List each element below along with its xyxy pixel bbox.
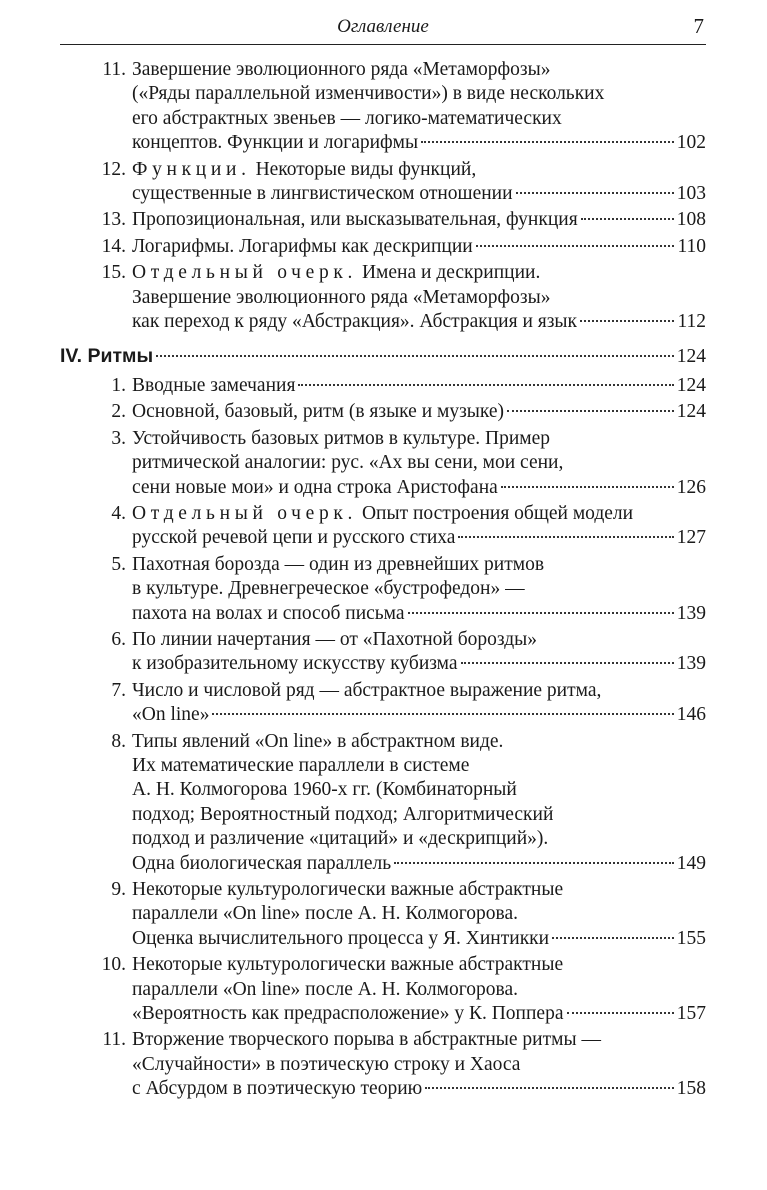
entry-page: 112 [677, 311, 706, 333]
toc-entry [92, 628, 706, 677]
entry-title: с Абсурдом в поэтическую теорию [132, 1078, 423, 1100]
entry-number: 6. [111, 628, 126, 650]
entry-line: подход; Вероятностный подход; Алгоритмический [132, 803, 554, 825]
dot-leader [394, 862, 674, 864]
toc-entry [92, 158, 706, 207]
running-title: Оглавление [337, 16, 429, 37]
entry-line: Некоторые культурологически важные абстрактные [132, 954, 564, 976]
entry-title: пахота на волах и способ письма [132, 602, 405, 624]
entry-number: 10. [101, 954, 126, 976]
toc-entry [92, 502, 706, 551]
entry-page: 139 [676, 653, 706, 675]
entry-spaced-lead: Отдельный очерк. [132, 262, 358, 284]
dot-leader [516, 192, 674, 194]
entry-title: Вводные замечания [132, 374, 296, 396]
entry-line: («Ряды параллельной изменчивости») в виде нескольких [132, 83, 605, 105]
entry-page: 149 [676, 852, 706, 874]
entry-title: к изобразительному искусству кубизма [132, 653, 458, 675]
entry-line: Опыт построения общей модели [357, 502, 634, 524]
entry-line: подход и различение «цитаций» и «дескрипций»). [132, 828, 549, 850]
entry-number: 8. [111, 730, 126, 752]
section-title: IV. Ритмы [60, 345, 154, 368]
entry-number: 5. [111, 553, 126, 575]
dot-leader [421, 141, 674, 143]
entry-line: Число и числовой ряд — абстрактное выражение ритма, [132, 679, 602, 701]
entry-line: По линии начертания — от «Пахотной борозды» [132, 628, 538, 650]
entry-number: 12. [101, 158, 126, 180]
toc-entry [92, 1028, 706, 1101]
entry-title: «Вероятность как предрасположение» у К. Поппера [132, 1003, 564, 1025]
entry-line: А. Н. Колмогорова 1960-х гг. (Комбинаторный [132, 779, 517, 801]
entry-line: Типы явлений «On line» в абстрактном виде. [132, 730, 504, 752]
dot-leader [425, 1087, 674, 1089]
entry-line: «Случайности» в поэтическую строку и Хаоса [132, 1053, 521, 1075]
toc-entry [92, 427, 706, 500]
entry-number: 11. [102, 1029, 126, 1051]
dot-leader [298, 384, 673, 386]
dot-leader [567, 1012, 674, 1014]
entry-number: 11. [102, 59, 126, 80]
entry-title: существенные в лингвистическом отношении [132, 183, 513, 205]
entry-page: 146 [676, 704, 706, 726]
entry-page: 110 [677, 235, 706, 257]
entry-page: 108 [676, 209, 706, 231]
running-header [60, 14, 706, 45]
dot-leader [552, 937, 674, 939]
entry-line: Некоторые культурологически важные абстрактные [132, 879, 564, 900]
entry-line: Некоторые виды функций, [250, 158, 477, 180]
entry-number: 4. [111, 502, 126, 524]
table-of-contents [60, 58, 706, 1104]
entry-page: 158 [676, 1078, 706, 1100]
entry-title: как переход к ряду «Абстракция». Абстракция и язык [132, 311, 578, 333]
entry-title: Логарифмы. Логарифмы как дескрипции [132, 235, 473, 257]
page-number: 7 [693, 14, 704, 38]
entry-title: «On line» [132, 704, 210, 726]
dot-leader [580, 320, 674, 322]
entry-page: 103 [676, 183, 706, 205]
toc-entry [92, 261, 706, 334]
entry-spaced-lead: Функции. [132, 158, 251, 180]
entry-number: 1. [111, 374, 126, 396]
entry-number: 14. [101, 235, 126, 257]
dot-leader [581, 218, 674, 220]
entry-page: 124 [676, 401, 706, 423]
dot-leader [156, 355, 674, 357]
entry-page: 102 [676, 132, 706, 154]
toc-entry [92, 730, 706, 876]
entry-line: Пахотная борозда — один из древнейших ритмов [132, 553, 545, 575]
dot-leader [408, 612, 674, 614]
entry-page: 126 [676, 476, 706, 498]
entry-spaced-lead: Отдельный очерк. [132, 502, 358, 524]
entry-page: 155 [676, 927, 706, 949]
entry-line: Имена и дескрипции. [357, 262, 541, 284]
toc-entry [92, 553, 706, 626]
entry-title: Оценка вычислительного процесса у Я. Хинтикки [132, 927, 550, 949]
entry-line: Их математические параллели в системе [132, 754, 470, 776]
dot-leader [212, 713, 673, 715]
entry-line: параллели «On line» после А. Н. Колмогорова. [132, 978, 518, 1000]
toc-entry [92, 878, 706, 951]
entry-page: 157 [676, 1003, 706, 1025]
entry-number: 15. [101, 262, 126, 284]
toc-entry [92, 400, 706, 424]
dot-leader [476, 245, 675, 247]
entry-title: Одна биологическая параллель [132, 852, 392, 874]
entry-number: 13. [101, 209, 126, 231]
entry-line: Вторжение творческого порыва в абстрактные ритмы — [132, 1029, 601, 1051]
toc-entry [92, 58, 706, 156]
toc-entry [92, 679, 706, 728]
toc-entry [92, 235, 706, 259]
entry-line: в культуре. Древнегреческое «бустрофедон» — [132, 578, 525, 600]
toc-entry [92, 374, 706, 398]
entry-number: 3. [111, 427, 126, 449]
entry-number: 9. [111, 879, 126, 900]
entry-line: параллели «On line» после А. Н. Колмогорова. [132, 903, 518, 925]
entry-line: Устойчивость базовых ритмов в культуре. Пример [132, 427, 551, 449]
entry-page: 124 [676, 374, 706, 396]
dot-leader [501, 486, 674, 488]
section-page: 124 [676, 346, 706, 368]
toc-section [60, 344, 706, 369]
entry-line: ритмической аналогии: рус. «Ах вы сени, мои сени, [132, 452, 564, 474]
entry-number: 2. [111, 401, 126, 423]
dot-leader [507, 410, 674, 412]
entry-line: Завершение эволюционного ряда «Метаморфозы» [132, 59, 551, 80]
entry-title: концептов. Функции и логарифмы [132, 132, 419, 154]
entry-page: 127 [676, 527, 706, 549]
dot-leader [458, 536, 673, 538]
dot-leader [461, 662, 674, 664]
entry-line: его абстрактных звеньев — логико-математических [132, 107, 562, 129]
entry-number: 7. [111, 679, 126, 701]
entry-line: Завершение эволюционного ряда «Метаморфозы» [132, 286, 551, 308]
entry-title: Пропозициональная, или высказывательная, функция [132, 209, 578, 231]
entry-title: русской речевой цепи и русского стиха [132, 527, 456, 549]
toc-entry [92, 953, 706, 1026]
entry-title: сени новые мои» и одна строка Аристофана [132, 476, 498, 498]
entry-title: Основной, базовый, ритм (в языке и музыке) [132, 401, 505, 423]
toc-entry [92, 208, 706, 232]
entry-page: 139 [676, 602, 706, 624]
